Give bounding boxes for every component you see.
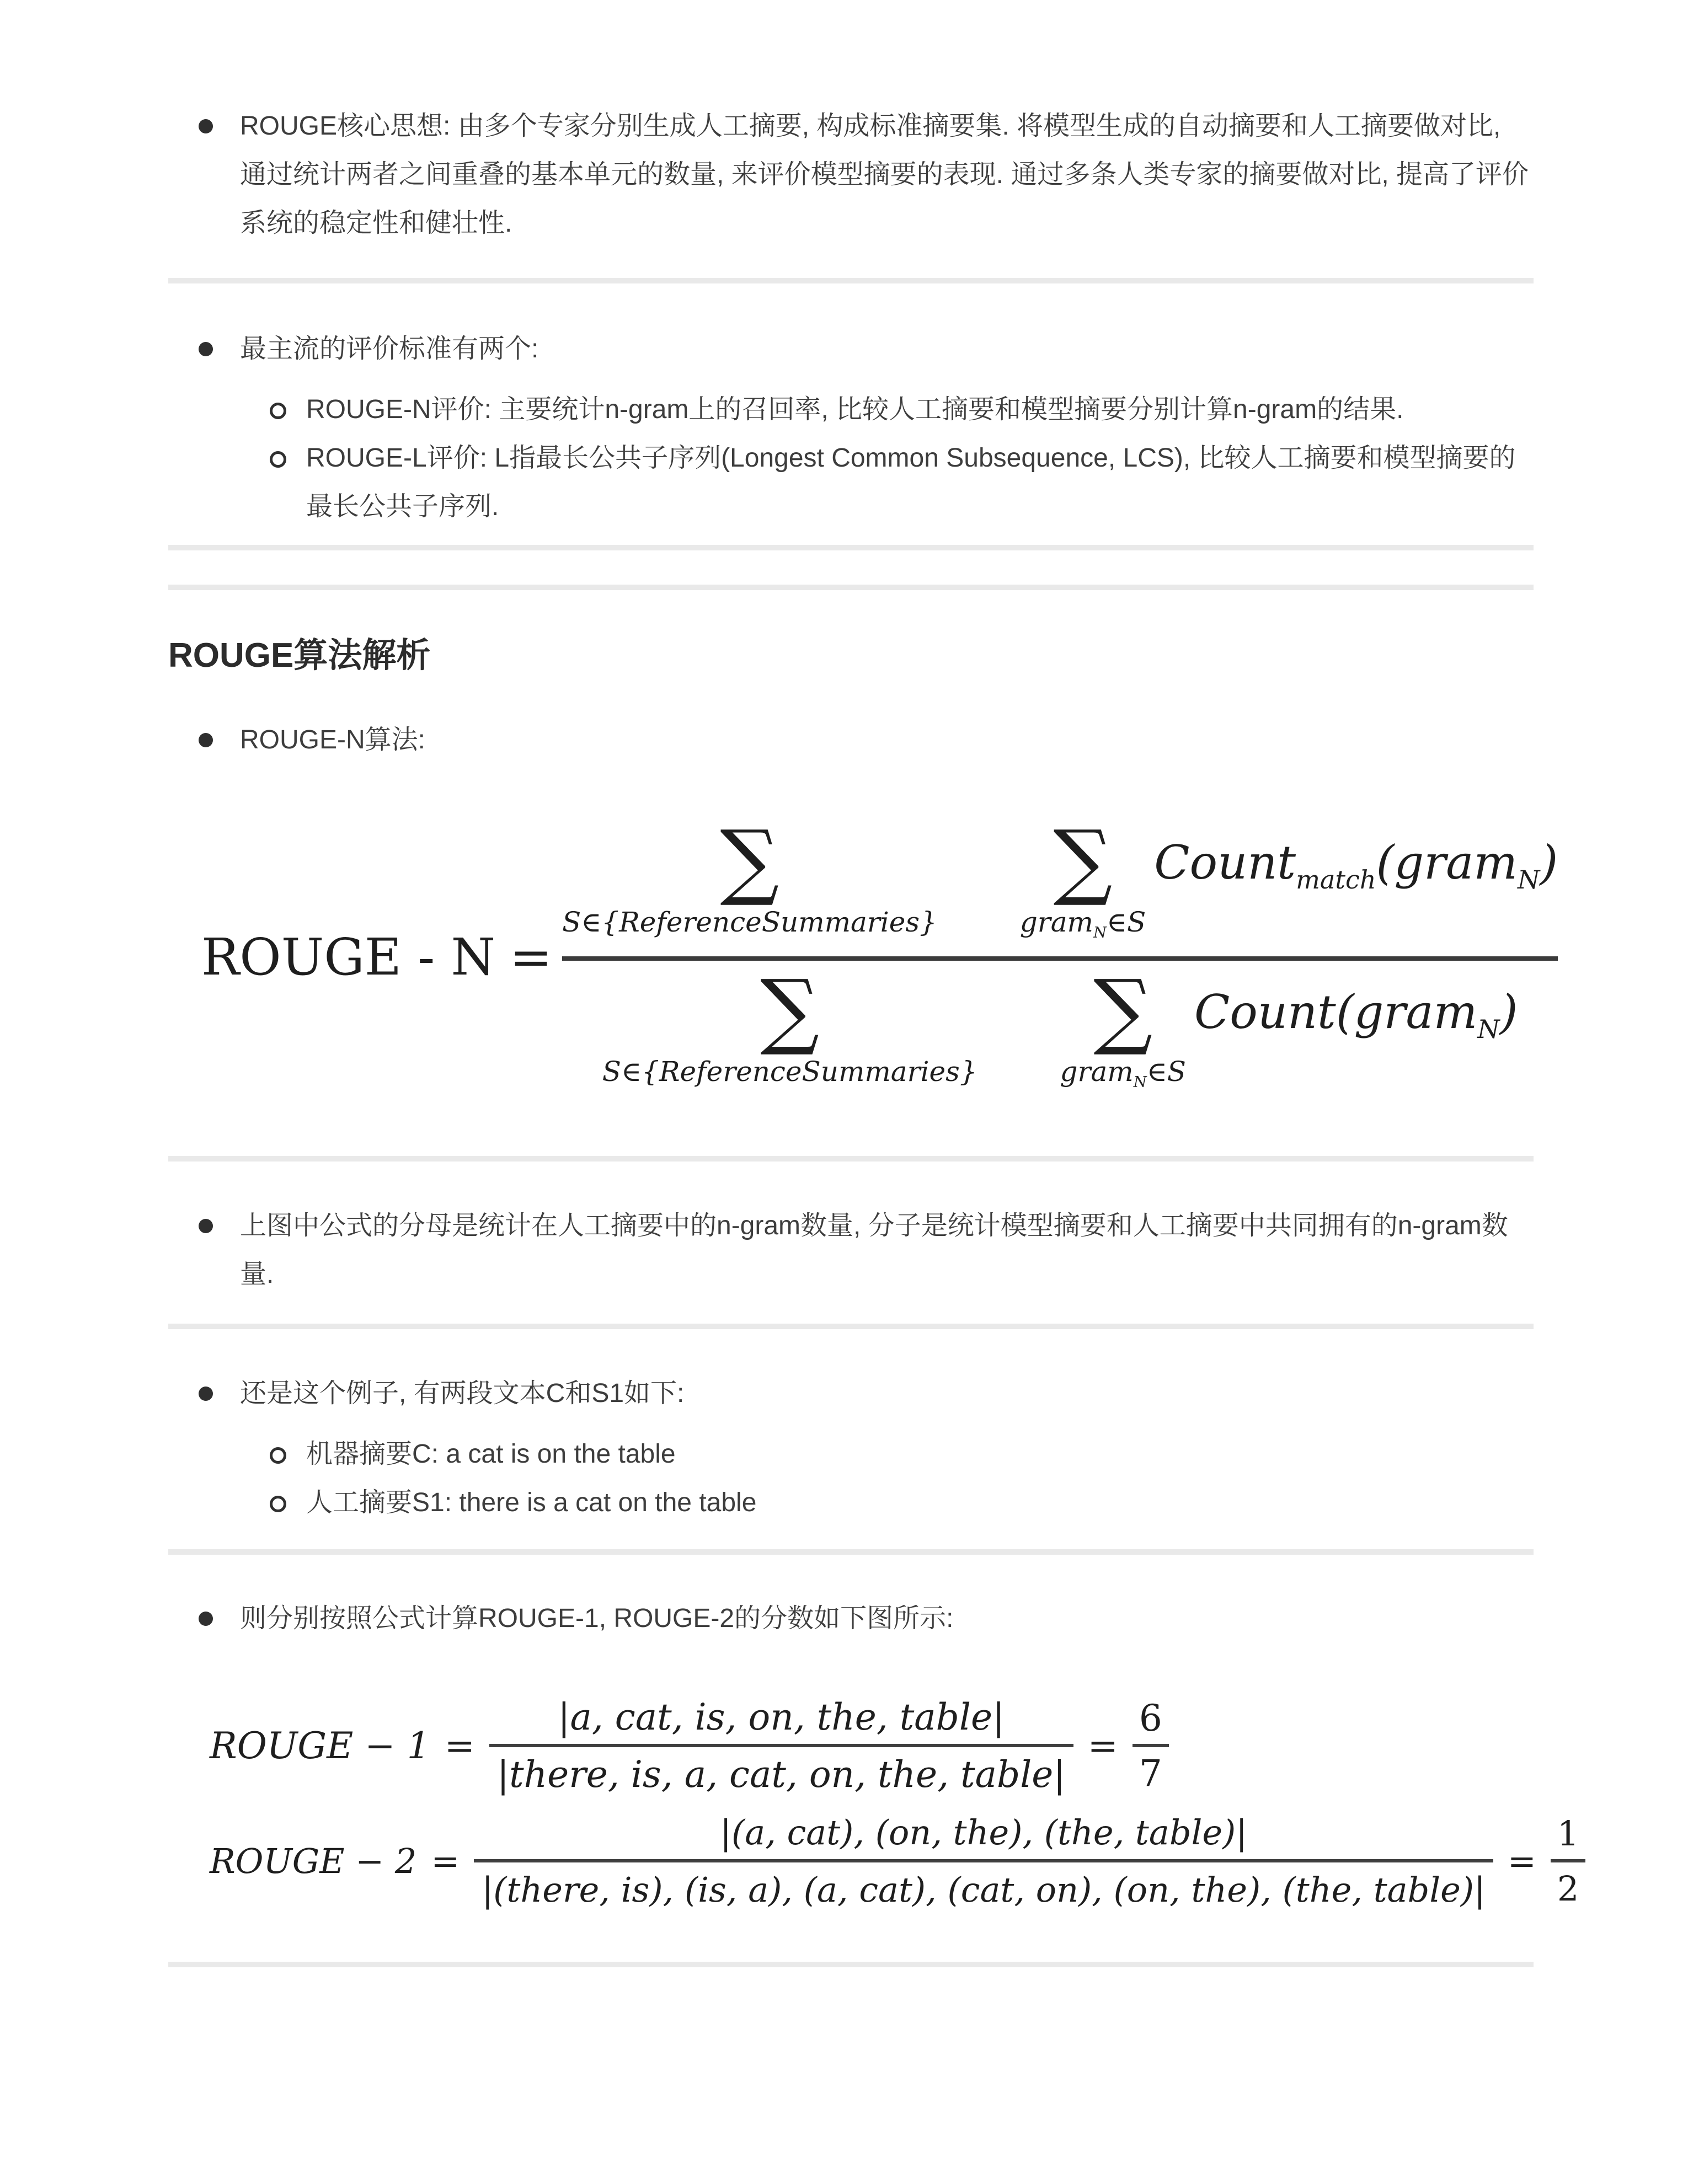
formula-fraction (474, 1811, 1493, 1912)
sub-bullet-machine-summary (168, 1430, 1534, 1479)
paren: ) (1540, 836, 1558, 890)
paren: ) (1499, 985, 1518, 1039)
sub-bullet-human-summary (168, 1479, 1534, 1527)
formula-equals: = (1087, 1725, 1118, 1767)
func-subscript: match (1296, 864, 1376, 895)
arg-name: gram (1394, 836, 1518, 890)
result-numerator: 6 (1139, 1697, 1162, 1739)
fraction-numerator: |(a, cat), (on, the), (the, table)| (720, 1812, 1248, 1853)
bullet-text: ROUGE-N算法: (240, 725, 426, 754)
sum-limit (1060, 1056, 1186, 1098)
sum-over-grams (1060, 962, 1187, 1098)
formula-fraction (562, 813, 1558, 1098)
limit-base: gram (1060, 1056, 1134, 1088)
divider (168, 545, 1534, 550)
formula-equals: = (444, 1725, 475, 1767)
bullet-dot-icon (199, 733, 213, 747)
formula-equals: = (509, 928, 553, 987)
result-denominator: 7 (1133, 1744, 1169, 1796)
sigma-icon: ∑ (1053, 813, 1113, 909)
bullet-text: 则分别按照公式计算ROUGE-1, ROUGE-2的分数如下图所示: (240, 1604, 954, 1633)
func-name: Count (1194, 985, 1336, 1039)
bullet-circle-icon (270, 1496, 286, 1512)
sigma-icon: ∑ (1093, 962, 1153, 1058)
bullet-example (168, 1369, 1534, 1418)
arg-subscript: N (1518, 864, 1540, 895)
fraction-numerator: |a, cat, is, on, the, table| (558, 1696, 1005, 1738)
sum-limit: S∈{ReferenceSummaries} (602, 1056, 977, 1088)
section-heading: ROUGE算法解析 (168, 636, 431, 675)
limit-tail: ∈S (1107, 906, 1146, 938)
arg-subscript: N (1477, 1014, 1500, 1044)
arg-name: gram (1354, 985, 1478, 1039)
sub-bullet-rouge-n (168, 386, 1534, 434)
rouge-n-formula-image (201, 813, 1558, 1098)
bullet-text: 上图中公式的分母是统计在人工摘要中的n-gram数量, 分子是统计模型摘要和人工摘要中共同拥有的n-gram数量. (240, 1211, 1508, 1289)
formula-lhs: ROUGE - N (201, 928, 495, 987)
rouge-2-formula-image (210, 1811, 1579, 1912)
divider (168, 1156, 1534, 1161)
sub-bullet-text: 机器摘要C: a cat is on the table (306, 1439, 676, 1469)
divider (168, 1549, 1534, 1555)
divider (168, 1324, 1534, 1329)
fraction-denominator: |there, is, a, cat, on, the, table| (489, 1744, 1073, 1797)
fraction-bar (562, 956, 1558, 961)
paren: ( (1376, 836, 1395, 890)
formula-denominator (602, 962, 1518, 1098)
formula-equals: = (1507, 1841, 1536, 1881)
bullet-circle-icon (270, 403, 286, 419)
sub-bullet-text: ROUGE-L评价: L指最长公共子序列(Longest Common Subsequence, LCS), 比较人工摘要和模型摘要的最长公共子序列. (306, 443, 1516, 521)
bullet-text: 最主流的评价标准有两个: (240, 334, 539, 363)
sum-over-grams (1019, 813, 1146, 949)
bullet-circle-icon (270, 451, 286, 468)
standards-sublist (168, 386, 1534, 531)
bullet-dot-icon (199, 342, 213, 356)
rouge-1-formula-image (210, 1695, 1534, 1797)
formula-lhs: ROUGE − 2 (210, 1841, 417, 1881)
bullet-dot-icon (199, 1387, 213, 1401)
sub-bullet-rouge-l (168, 434, 1534, 531)
bullet-calc (168, 1594, 1534, 1643)
limit-tail: ∈S (1146, 1056, 1187, 1088)
sub-bullet-text: ROUGE-N评价: 主要统计n-gram上的召回率, 比较人工摘要和模型摘要分别计算n-gram的结果. (306, 395, 1404, 424)
bullet-dot-icon (199, 1612, 213, 1626)
divider (168, 1962, 1534, 1967)
bullet-rouge-core-idea (168, 102, 1534, 248)
sum-limit (1020, 906, 1146, 949)
paren: ( (1336, 985, 1354, 1039)
formula-fraction (489, 1695, 1073, 1797)
bullet-text: 还是这个例子, 有两段文本C和S1如下: (240, 1379, 685, 1408)
formula-numerator (562, 813, 1558, 949)
sigma-icon: ∑ (760, 962, 820, 1058)
result-numerator: 1 (1557, 1813, 1579, 1854)
sum-over-reference-summaries (562, 813, 937, 938)
sigma-icon: ∑ (720, 813, 779, 909)
divider (168, 278, 1534, 283)
bullet-circle-icon (270, 1447, 286, 1464)
sum-over-reference-summaries (602, 962, 977, 1088)
bullet-rouge-n-algo (168, 716, 1534, 764)
limit-base: gram (1019, 906, 1093, 938)
bullet-dot-icon (199, 1219, 213, 1233)
fraction-denominator: |(there, is), (is, a), (a, cat), (cat, on), (on, the), (the, table)| (474, 1859, 1493, 1912)
formula-lhs: ROUGE − 1 (210, 1725, 430, 1767)
formula-equals: = (431, 1841, 460, 1881)
count-match-term (1154, 838, 1558, 904)
sum-limit: S∈{ReferenceSummaries} (562, 906, 937, 938)
divider (168, 585, 1534, 590)
limit-subscript: N (1093, 924, 1107, 941)
example-sublist (168, 1430, 1534, 1527)
bullet-formula-note (168, 1202, 1534, 1299)
bullet-standards (168, 325, 1534, 373)
result-fraction (1551, 1812, 1585, 1911)
limit-subscript: N (1133, 1073, 1147, 1091)
result-denominator: 2 (1551, 1859, 1585, 1911)
result-fraction (1133, 1696, 1169, 1796)
bullet-text: ROUGE核心思想: 由多个专家分别生成人工摘要, 构成标准摘要集. 将模型生成的自动摘要和人工摘要做对比, 通过统计两者之间重叠的基本单元的数量, 来评价模型摘要的表现. 通过多条人类专家的摘要做对比, 提高了评价系统的稳定性和健壮性. (240, 111, 1529, 238)
count-term (1194, 987, 1518, 1054)
sub-bullet-text: 人工摘要S1: there is a cat on the table (306, 1488, 757, 1517)
bullet-dot-icon (199, 119, 213, 133)
func-name: Count (1154, 836, 1296, 890)
